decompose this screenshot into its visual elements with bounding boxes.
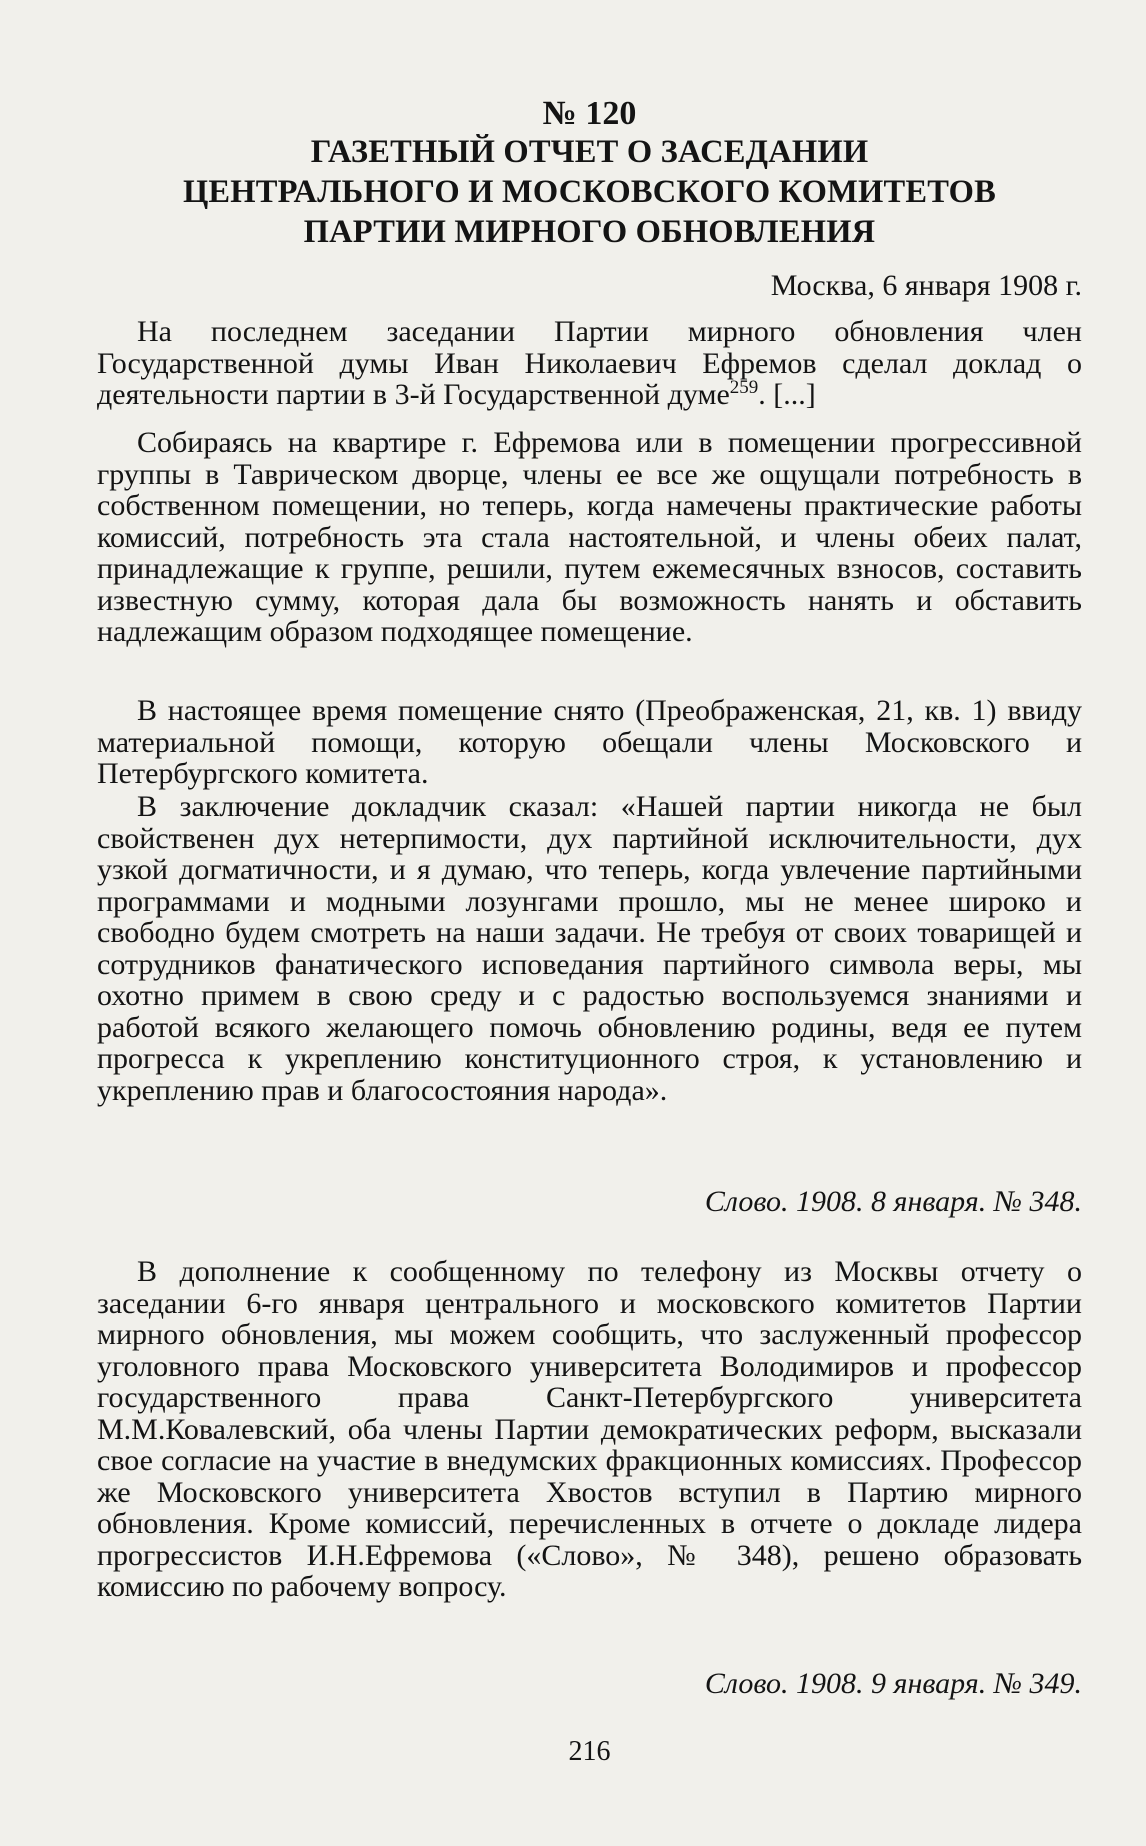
source-citation: Слово. 1908. 9 января. № 349. (704, 1667, 1082, 1700)
paragraph-text: . [...] (758, 378, 816, 411)
footnote-ref: 259 (729, 377, 759, 398)
page-number: 216 (568, 1736, 611, 1767)
document-title (97, 132, 1082, 252)
source-citation: Слово. 1908. 8 января. № 348. (704, 1185, 1082, 1218)
paragraph-premises: Собираясь на квартире г. Ефремова или в помещении прогрессивной группы в Таврическом дворце, члены ее все же ощущали потребность в собственном помещении, но теперь, когда намечены практические работы комиссий, потребность эта стала настоятельной, и члены обеих палат, принадлежащие к группе, решили, путем ежемесячных взносов, составить известную сумму, которая дала бы возможность нанять и обставить надлежащим образом подходящее помещение. (97, 426, 1082, 648)
dateline: Москва, 6 января 1908 г. (770, 269, 1082, 302)
title-line: ЦЕНТРАЛЬНОГО И МОСКОВСКОГО КОМИТЕТОВ (182, 174, 997, 210)
paragraph-addendum: В дополнение к сообщенному по телефону из Москвы отчету о заседании 6-го января центрального и московского комитетов Партии мирного обновления, мы можем сообщить, что заслуженный профессор уголовного права Московского университета Володимиров и профессор государственного права Санкт-Петербургского университета М.М.Ковалевский, оба члены Партии демократических реформ, высказали свое согласие на участие в внедумских фракционных комиссиях. Профессор же Московского университета Хвостов вступил в Партию мирного обновления. Кроме комиссий, перечисленных в отчете о докладе лидера прогрессистов И.Н.Ефремова («Слово», № 348), решено образовать комиссию по рабочему вопросу. (97, 1255, 1082, 1603)
title-line: ГАЗЕТНЫЙ ОТЧЕТ О ЗАСЕДАНИИ (310, 134, 869, 170)
title-line: ПАРТИИ МИРНОГО ОБНОВЛЕНИЯ (303, 214, 876, 250)
paragraph-speaker-conclusion: В заключение докладчик сказал: «Нашей партии никогда не был свойственен дух нетерпимости, дух партийной исключительности, дух узкой догматичности, и я думаю, что теперь, когда увлечение партийными программами и модными лозунгами прошло, мы не менее широко и свободно будем смотреть на наши задачи. Не требуя от своих товарищей и сотрудников фанатического исповедания партийного символа веры, мы охотно примем в свою среду и с радостью воспользуемся знаниями и работой всякого желающего помочь обновлению родины, ведя ее путем прогресса к укреплению конституционного строя, к установлению и укреплению прав и благосостояния народа». (97, 790, 1082, 1107)
document-number: № 120 (542, 95, 637, 132)
paragraph-report-intro (97, 316, 1082, 411)
paragraph-rented-premises: В настоящее время помещение снято (Преображенская, 21, кв. 1) ввиду материальной помощи, которую обещали члены Московского и Петербургского комитета. (97, 694, 1082, 790)
paragraph-text: На последнем заседании Партии мирного обновления член Государственной думы Иван Николаевич Ефремов сделал доклад о деятельности партии в 3-й Государственной думе (97, 315, 1082, 411)
